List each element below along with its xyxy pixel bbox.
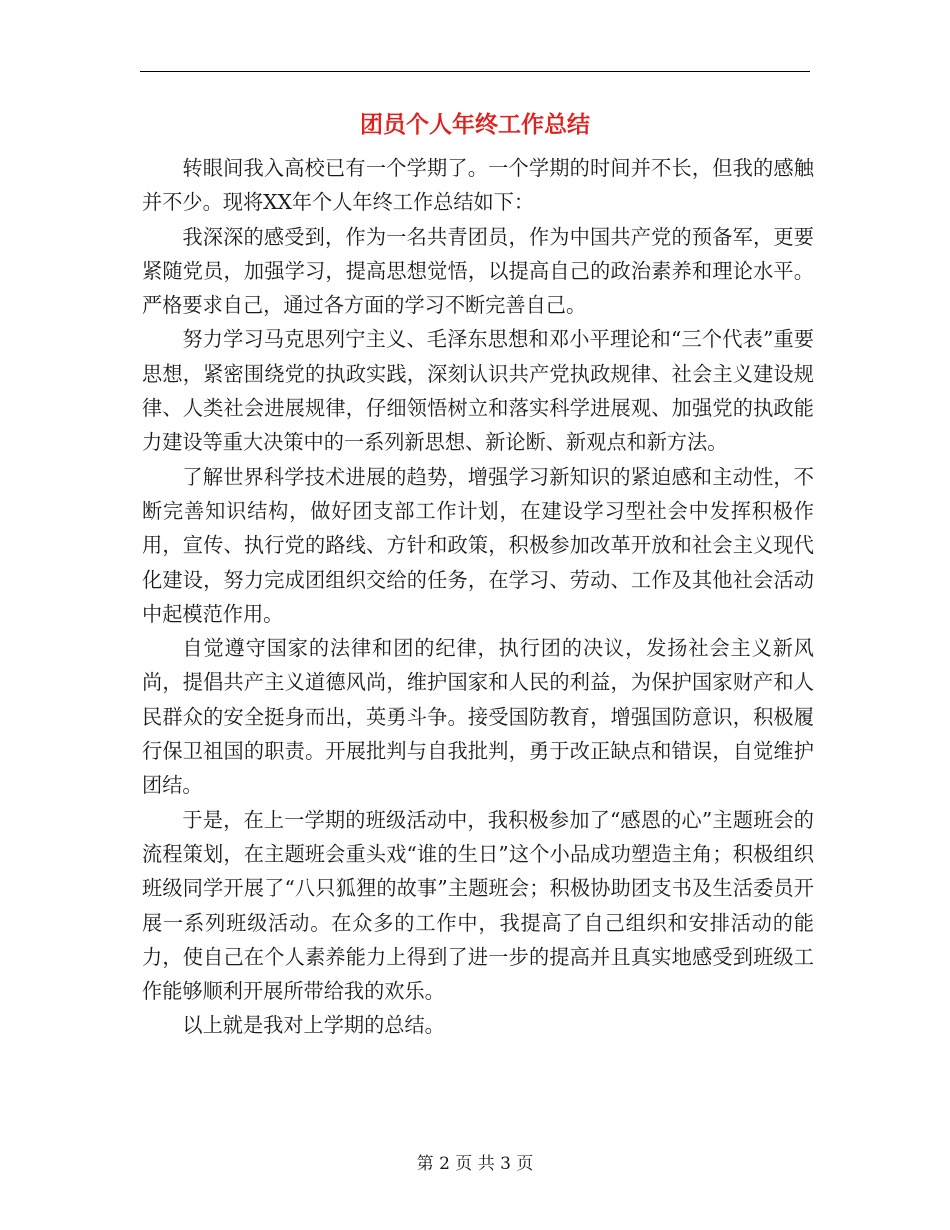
document-body (142, 151, 814, 1043)
document-title: 团员个人年终工作总结 (360, 111, 590, 138)
paragraph-4: 了解世界科学技术进展的趋势，增强学习新知识的紧迫感和主动性，不断完善知识结构，做好团支部工作计划，在建设学习型社会中发挥积极作用，宣传、执行党的路线、方针和政策，积极参加改革开放和社会主义现代化建设，努力完成团组织交给的任务，在学习、劳动、工作及其他社会活动中起模范作用。 (142, 464, 814, 626)
paragraph-3: 努力学习马克思列宁主义、毛泽东思想和邓小平理论和“三个代表”重要思想，紧密围绕党的执政实践，深刻认识共产党执政规律、社会主义建设规律、人类社会进展规律，仔细领悟树立和落实科学进展观、加强党的执政能力建设等重大决策中的一系列新思想、新论断、新观点和新方法。 (142, 327, 814, 455)
page-footer: 第 2 页 共 3 页 (416, 1154, 534, 1174)
header-rule (140, 71, 810, 72)
paragraph-7: 以上就是我对上学期的总结。 (182, 1013, 445, 1038)
paragraph-1: 转眼间我入高校已有一个学期了。一个学期的时间并不长，但我的感触并不少。现将XX年个人年终工作总结如下： (142, 156, 814, 215)
paragraph-2: 我深深的感受到，作为一名共青团员，作为中国共产党的预备军，更要紧随党员，加强学习，提高思想觉悟，以提高自己的政治素养和理论水平。严格要求自己，通过各方面的学习不断完善自己。 (142, 224, 814, 318)
paragraph-6: 于是，在上一学期的班级活动中，我积极参加了“感恩的心”主题班会的流程策划，在主题班会重头戏“谁的生日”这个小品成功塑造主角；积极组织班级同学开展了“八只狐狸的故事”主题班会；积极协助团支书及生活委员开展一系列班级活动。在众多的工作中，我提高了自己组织和安排活动的能力，使自己在个人素养能力上得到了进一步的提高并且真实地感受到班级工作能够顺利开展所带给我的欢乐。 (142, 807, 814, 1004)
paragraph-5: 自觉遵守国家的法律和团的纪律，执行团的决议，发扬社会主义新风尚，提倡共产主义道德风尚，维护国家和人民的利益，为保护国家财产和人民群众的安全挺身而出，英勇斗争。接受国防教育，增强国防意识，积极履行保卫祖国的职责。开展批判与自我批判，勇于改正缺点和错误，自觉维护团结。 (142, 636, 814, 798)
